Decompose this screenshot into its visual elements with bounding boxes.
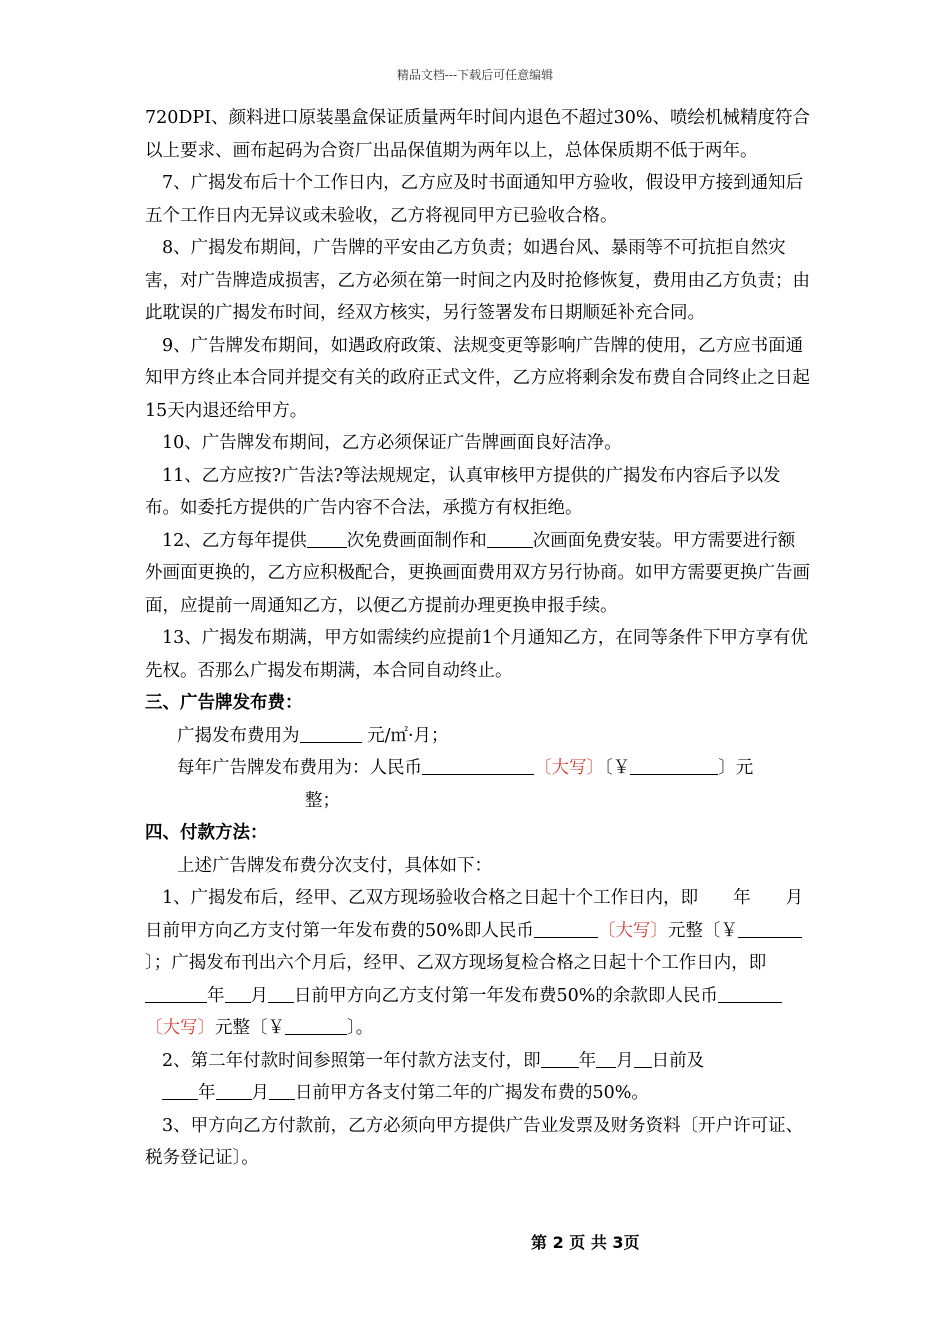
fill-blank [541,1049,579,1068]
page-number: 第 2 页 共 3页 [531,1233,640,1252]
text-segment: 年 [198,1083,216,1103]
daxie-label: 〔大写〕 [534,758,604,778]
fill-blank [307,529,347,548]
fill-blank [596,1049,616,1068]
text-segment: 年 [578,1050,597,1071]
fill-blank [738,919,802,938]
text-segment: 日前甲方向乙方支付第一年发布费50%的余款即人民币 [294,985,718,1006]
text-segment: 日前及 [651,1050,705,1071]
clause-8: 8、广揭发布期间，广告牌的平安由乙方负责；如遇台风、暴雨等不可抗拒自然灾害，对广告牌造成损害，乙方必须在第一时间之内及时抢修恢复，费用由乙方负责；由此耽误的广揭发布时间，经双方核实，另行签署发布日期顺延补充合同。 [145,238,810,323]
payment-step-2 [145,1045,810,1110]
section-4-title: 四、付款方法： [145,823,268,843]
fill-blank [162,1081,198,1100]
text-segment: 年 [207,985,225,1006]
clause-7: 7、广揭发布后十个工作日内，乙方应及时书面通知甲方验收，假设甲方接到通知后五个工作日内无异议或未验收，乙方将视同甲方已验收合格。 [145,173,804,226]
fill-blank [225,984,251,1003]
payment-step-3: 3、甲方向乙方付款前，乙方必须向甲方提供广告业发票及财务资料〔开户许可证、税务登记证〕。 [145,1115,804,1168]
yuan-symbol: 〔￥ [604,758,631,778]
fill-blank [268,984,294,1003]
paragraph-continuation: 720DPI、颜料进口原装墨盒保证质量两年时间内退色不超过30%、喷绘机械精度符合以上要求、画布起码为合资厂出品保值期为两年以上，总体保质期不低于两年。 [145,108,811,161]
text-segment: 〕；广揭发布刊出六个月后，经甲、乙双方现场复检合格之日起十个工作日内，即 [145,953,767,973]
fill-blank [718,984,782,1003]
fill-blank [300,724,362,743]
fill-blank [630,756,718,775]
clause-12 [145,525,810,623]
clause-12-text-b: 次免费画面制作和 [346,530,487,551]
clause-11: 11、乙方应按?广告法?等法规规定，认真审核甲方提供的广揭发布内容后予以发布。如委托方提供的广告内容不合法，承揽方有权拒绝。 [145,465,781,518]
clause-12-text-c: 次画面免费安装。甲方需要进行额外画面更换的，乙方应积极配合，更换画面费用双方另行协商。如甲方需要更换广告画面，应提前一周通知乙方，以便乙方提前办理更换申报手续。 [145,530,810,616]
fill-blank [285,1016,347,1035]
text-segment: 元整〔￥ [215,1018,285,1038]
fee-line [145,720,810,753]
yuan-label: 〕元 [718,758,754,778]
clause-10: 10、广告牌发布期间，乙方必须保证广告牌画面良好洁净。 [162,433,622,453]
clause-9: 9、广告牌发布期间，如遇政府政策、法规变更等影响广告牌的使用，乙方应书面通知甲方终止本合同并提交有关的政府正式文件，乙方应将剩余发布费自合同终止之日起15天内退还给甲方。 [145,335,810,421]
fill-blank [216,1081,252,1100]
fill-blank [422,756,534,775]
text-segment: 月 [250,985,268,1006]
section-3-title: 三、广告牌发布费： [145,693,303,713]
document-body [145,102,839,1175]
fee-unit: 元/㎡·月； [361,725,449,746]
text-segment: 元整〔￥ [667,920,738,941]
payment-intro: 上述广告牌发布费分次支付，具体如下： [177,855,492,876]
fee-label: 广揭发布费用为 [177,725,300,746]
text-segment: 月 [616,1050,634,1071]
clause-12-text-a: 12、乙方每年提供 [162,530,307,551]
annual-fee-line [145,752,810,785]
text-segment: 1、广揭发布后，经甲、乙双方现场验收合格之日起十个工作日内，即 年 月 日前甲方向乙方支付第一年发布费的50%即人民币 [145,888,839,941]
clause-13: 13、广揭发布期满，甲方如需续约应提前1个月通知乙方，在同等条件下甲方享有优先权。否那么广揭发布期满，本合同自动终止。 [145,628,808,681]
payment-step-1 [145,882,839,1045]
fill-blank [534,919,598,938]
fill-blank [145,984,207,1003]
daxie-label: 〔大写〕 [597,920,668,941]
text-segment: 〕。 [347,1018,374,1038]
text-segment: 2、第二年付款时间参照第一年付款方法支付，即 [162,1050,541,1071]
fill-blank [269,1081,295,1100]
daxie-label: 〔大写〕 [145,1018,215,1038]
annual-fee-end: 整； [305,790,340,811]
annual-fee-label: 每年广告牌发布费用为：人民币 [177,758,422,778]
text-segment: 月 [251,1083,269,1103]
fill-blank [634,1049,652,1068]
fill-blank [487,529,533,548]
text-segment: 日前甲方各支付第二年的广揭发布费的50%。 [295,1083,649,1103]
page-header: 精品文档---下载后可任意编辑 [396,68,554,82]
